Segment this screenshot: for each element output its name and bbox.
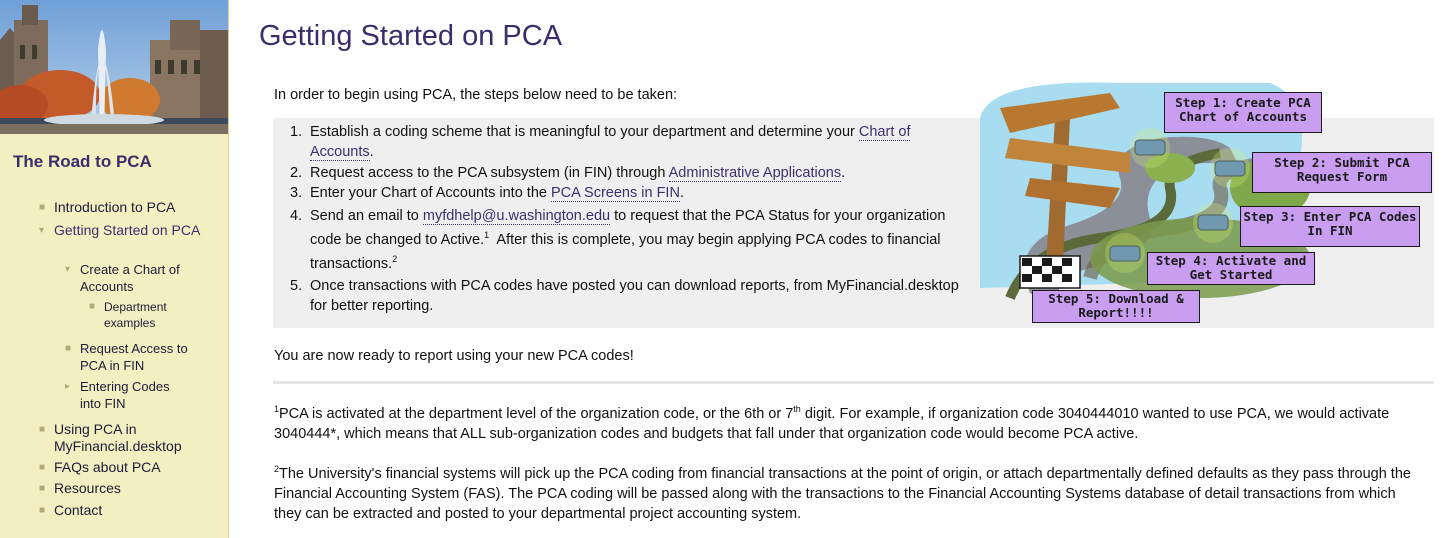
step-item: 1. Establish a coding scheme that is meaningful to your department and determine your Chart of Accounts. [290,124,911,160]
sidebar-item-create-chart[interactable] [65,261,200,295]
bullet-icon: ■ [39,505,46,516]
step-2-label: Step 2: Submit PCA Request Form [1252,152,1432,193]
step-item: 2. Request access to the PCA subsystem (in FIN) through Administrative Applications. [290,164,846,181]
administrative-applications-link[interactable]: Administrative Applications [668,164,842,181]
bullet-icon: ■ [39,483,46,494]
sidebar-item-label: Contact [54,502,103,518]
step-5-label: Step 5: Download & Report!!!! [1032,290,1200,323]
email-link[interactable]: myfdhelp@u.washington.edu [422,207,611,224]
intro-text: In order to begin using PCA, the steps below need to be taken: [274,87,678,103]
pca-screens-link[interactable]: PCA Screens in FIN [551,185,680,201]
sidebar-item-label: Getting Started on PCA [54,222,201,238]
bullet-icon: ■ [39,462,46,473]
bullet-icon: ■ [65,343,72,354]
footnote-1: $^1$PCA is activated at the department level of the organization code, or the 6th or 7th digit. For example, if organization code 3040444010 wanted to use PCA, we would activate 3040444*, which means that ALL sub-organization codes and budgets that fall under that organization code would become PCA active. [274,404,1390,442]
step-1-label: Step 1: Create PCA Chart of Accounts [1164,92,1322,133]
sidebar-item-faqs[interactable] [39,459,161,476]
chart-of-accounts-link[interactable]: Chart of Accounts [310,124,911,160]
sidebar-item-introduction[interactable] [39,199,176,216]
sidebar-item-label: Request Access to PCA in FIN [80,341,188,373]
sidebar-item-resources[interactable] [39,480,121,497]
sidebar-item-label: Department examples [104,300,167,330]
bullet-icon: ■ [39,202,46,213]
sidebar-item-label: Create a Chart of Accounts [80,262,180,294]
collapsed-arrow-icon: ▸ [65,381,71,392]
sidebar-item-getting-started[interactable] [39,222,204,239]
steps-list [290,122,960,317]
sidebar-item-label: Introduction to PCA [54,199,176,215]
bullet-icon: ■ [39,424,46,435]
sidebar [0,0,229,538]
sidebar-item-using-pca[interactable] [39,421,204,455]
step-4-label: Step 4: Activate and Get Started [1147,252,1315,285]
step-item: 5. Once transactions with PCA codes have posted you can download reports, from MyFinancial.desktop for better reporting. [290,278,959,314]
step-3-label: Step 3: Enter PCA Codes In FIN [1240,206,1420,247]
sidebar-item-request-access[interactable] [65,340,200,374]
campus-photo [0,0,228,134]
sidebar-item-label: Using PCA in MyFinancial.desktop [54,421,182,454]
sidebar-item-department-examples[interactable] [89,299,204,331]
expanded-arrow-icon: ▾ [65,264,71,275]
divider [273,381,1434,384]
expanded-arrow-icon: ▾ [39,225,45,236]
sidebar-item-label: Resources [54,480,121,496]
sidebar-item-label: Entering Codes into FIN [80,379,170,411]
sidebar-item-contact[interactable] [39,502,103,519]
step-item: 3. Enter your Chart of Accounts into the PCA Screens in FIN. [290,185,684,201]
step-item: 4. Send an email to myfdhelp@u.washington.edu to request that the PCA Status for your organization code be changed to Active.$^1$ After this is complete, you may begin applying PCA codes to financial transactions.$^2$ [290,207,946,272]
footnote-2: $^2$The University's financial systems will pick up the PCA coding from financial transactions at the point of origin, or attach departmentally defined defaults as they pass through the Financial Accounting System (FAS). The PCA coding will be passed along with the transactions to the Financial Accounting Systems database of detail transactions from which they can be extracted and posted to your departmental project accounting system. [274,464,1411,522]
page-title: Getting Started on PCA [259,20,563,52]
bullet-icon: ■ [89,301,96,312]
footnote-ref: 1 [484,229,490,240]
sidebar-item-label: FAQs about PCA [54,459,161,475]
footnote-ref: 2 [392,253,398,264]
ready-text: You are now ready to report using your new PCA codes! [274,348,634,364]
sidebar-title: The Road to PCA [13,152,152,171]
sidebar-item-entering-codes[interactable] [65,378,180,412]
roadmap-illustration [970,78,1440,328]
